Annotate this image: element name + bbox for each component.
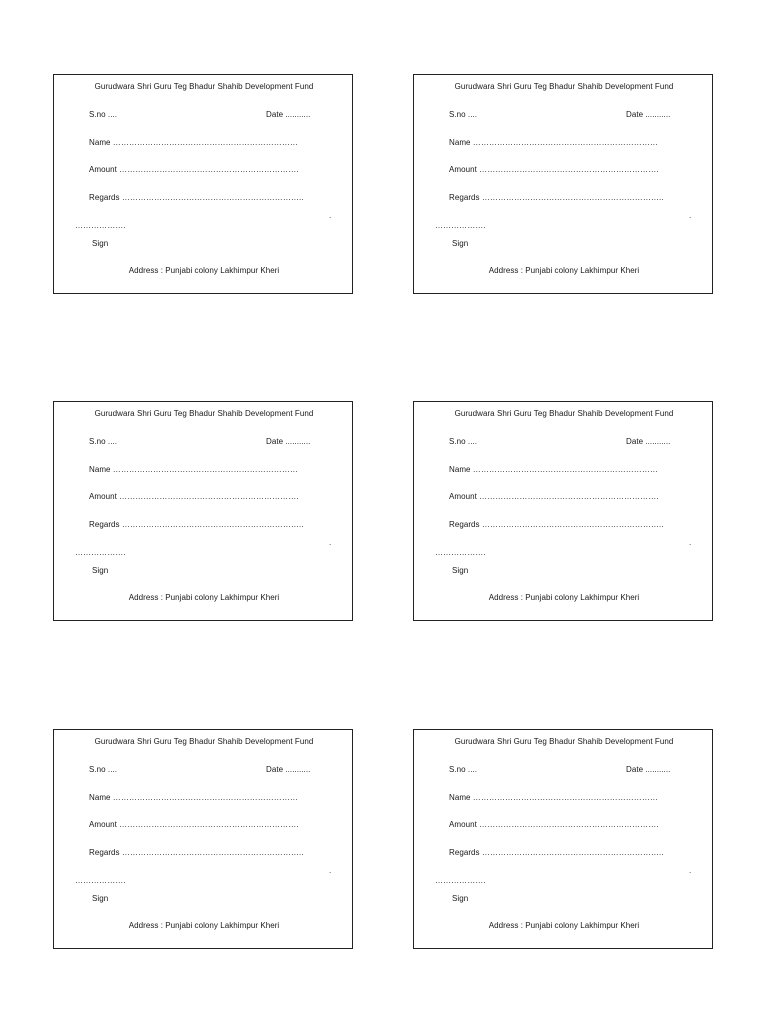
serial-number-field: S.no .... — [89, 437, 118, 446]
regards-field: Regards ………………………………………………………….. — [449, 520, 664, 529]
date-field: Date ........... — [626, 437, 671, 446]
receipt-card-5 — [53, 729, 353, 949]
regards-field: Regards ………………………………………………………….. — [89, 193, 304, 202]
address-line: Address : Punjabi colony Lakhimpur Kheri — [488, 921, 640, 930]
receipt-title: Gurudwara Shri Guru Teg Bhadur Shahib Development Fund — [454, 82, 674, 91]
trailing-dot: . — [689, 211, 692, 220]
date-field: Date ........... — [266, 437, 311, 446]
signature-line: ………………. — [75, 876, 126, 885]
sign-label: Sign — [92, 894, 109, 903]
receipt-card-3 — [53, 401, 353, 621]
address-line: Address : Punjabi colony Lakhimpur Kheri — [128, 593, 280, 602]
name-field: Name …………………………………………………………… — [449, 793, 658, 802]
serial-number-field: S.no .... — [449, 110, 478, 119]
amount-field: Amount …………………………………………………………. — [449, 492, 659, 501]
receipt-card-2 — [413, 74, 713, 294]
trailing-dot: . — [689, 538, 692, 547]
date-field: Date ........... — [266, 765, 311, 774]
sign-label: Sign — [452, 894, 469, 903]
regards-field: Regards ………………………………………………………….. — [89, 848, 304, 857]
signature-line: ………………. — [435, 548, 486, 557]
amount-field: Amount …………………………………………………………. — [89, 492, 299, 501]
regards-field: Regards ………………………………………………………….. — [449, 193, 664, 202]
address-line: Address : Punjabi colony Lakhimpur Kheri — [128, 266, 280, 275]
name-field: Name …………………………………………………………… — [89, 793, 298, 802]
sign-label: Sign — [92, 566, 109, 575]
amount-field: Amount …………………………………………………………. — [89, 820, 299, 829]
serial-number-field: S.no .... — [449, 437, 478, 446]
trailing-dot: . — [689, 866, 692, 875]
name-field: Name …………………………………………………………… — [449, 138, 658, 147]
address-line: Address : Punjabi colony Lakhimpur Kheri — [128, 921, 280, 930]
amount-field: Amount …………………………………………………………. — [449, 820, 659, 829]
date-field: Date ........... — [626, 110, 671, 119]
receipt-card-6 — [413, 729, 713, 949]
receipt-title: Gurudwara Shri Guru Teg Bhadur Shahib Development Fund — [454, 737, 674, 746]
receipt-title: Gurudwara Shri Guru Teg Bhadur Shahib Development Fund — [94, 409, 314, 418]
signature-line: ………………. — [435, 221, 486, 230]
receipt-title: Gurudwara Shri Guru Teg Bhadur Shahib Development Fund — [94, 82, 314, 91]
serial-number-field: S.no .... — [89, 765, 118, 774]
date-field: Date ........... — [626, 765, 671, 774]
serial-number-field: S.no .... — [89, 110, 118, 119]
signature-line: ………………. — [435, 876, 486, 885]
signature-line: ………………. — [75, 548, 126, 557]
amount-field: Amount …………………………………………………………. — [449, 165, 659, 174]
name-field: Name …………………………………………………………… — [89, 138, 298, 147]
address-line: Address : Punjabi colony Lakhimpur Kheri — [488, 593, 640, 602]
regards-field: Regards ………………………………………………………….. — [89, 520, 304, 529]
date-field: Date ........... — [266, 110, 311, 119]
address-line: Address : Punjabi colony Lakhimpur Kheri — [488, 266, 640, 275]
receipt-title: Gurudwara Shri Guru Teg Bhadur Shahib Development Fund — [94, 737, 314, 746]
sign-label: Sign — [92, 239, 109, 248]
name-field: Name …………………………………………………………… — [449, 465, 658, 474]
trailing-dot: . — [329, 211, 332, 220]
trailing-dot: . — [329, 866, 332, 875]
sign-label: Sign — [452, 566, 469, 575]
signature-line: ………………. — [75, 221, 126, 230]
amount-field: Amount …………………………………………………………. — [89, 165, 299, 174]
receipt-title: Gurudwara Shri Guru Teg Bhadur Shahib Development Fund — [454, 409, 674, 418]
name-field: Name …………………………………………………………… — [89, 465, 298, 474]
receipt-card-1 — [53, 74, 353, 294]
regards-field: Regards ………………………………………………………….. — [449, 848, 664, 857]
trailing-dot: . — [329, 538, 332, 547]
receipt-card-4 — [413, 401, 713, 621]
sign-label: Sign — [452, 239, 469, 248]
serial-number-field: S.no .... — [449, 765, 478, 774]
